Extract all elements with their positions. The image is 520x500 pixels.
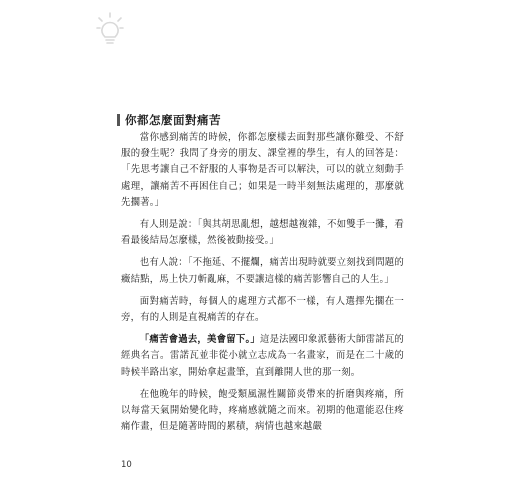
body-text — [121, 130, 404, 435]
paragraph-4: 面對痛苦時，每個人的處理方式都不一樣，有人選擇先擱在一旁，有的人則是直視痛苦的存在。 — [121, 295, 404, 324]
section-title: 你都怎麼面對痛苦 — [125, 113, 221, 127]
heading-marker-bar — [117, 114, 120, 126]
paragraph-6: 在他晚年的時候，飽受類風濕性關節炎帶來的折磨與疼痛，所以每當天氣開始變化時，疼痛感就隨之而來。初期的他還能忍住疼痛作畫，但是隨著時間的累積，病情也越來越嚴 — [121, 388, 404, 433]
lightbulb-icon — [96, 12, 124, 48]
paragraph-2: 有人則是說：「與其胡思亂想，越想越複雜，不如雙手一攤，看看最後結局怎麼樣，然後被動接受。」 — [121, 219, 404, 247]
paragraph-3: 也有人說：「不拖延、不擺爛，痛苦出現時就要立刻找到問題的癥結點，馬上快刀斬亂麻，不要讓這樣的痛苦影響自己的人生。」 — [121, 257, 404, 285]
section-heading — [117, 112, 221, 128]
renoir-quote: 「痛苦會過去，美會留下。」 — [139, 334, 260, 346]
paragraph-5-text: 這是法國印象派藝術大師雷諾瓦的經典名言。雷諾瓦並非從小就立志成為一名畫家，而是在二十歲的時候半路出家，開始拿起畫筆，直到離開人世的那一刻。 — [121, 334, 405, 378]
paragraph-5 — [121, 332, 404, 381]
paragraph-1: 當你感到痛苦的時候，你都怎麼樣去面對那些讓你難受、不舒服的發生呢？我問了身旁的朋友、課堂裡的學生，有人的回答是：「先思考讓自己不舒服的人事物是否可以解決，可以的就立刻動手處理，讓痛苦不再困住自己；如果是一時半刻無法處理的，那麼就先擱著。」 — [121, 132, 404, 208]
page-number: 10 — [121, 460, 132, 470]
